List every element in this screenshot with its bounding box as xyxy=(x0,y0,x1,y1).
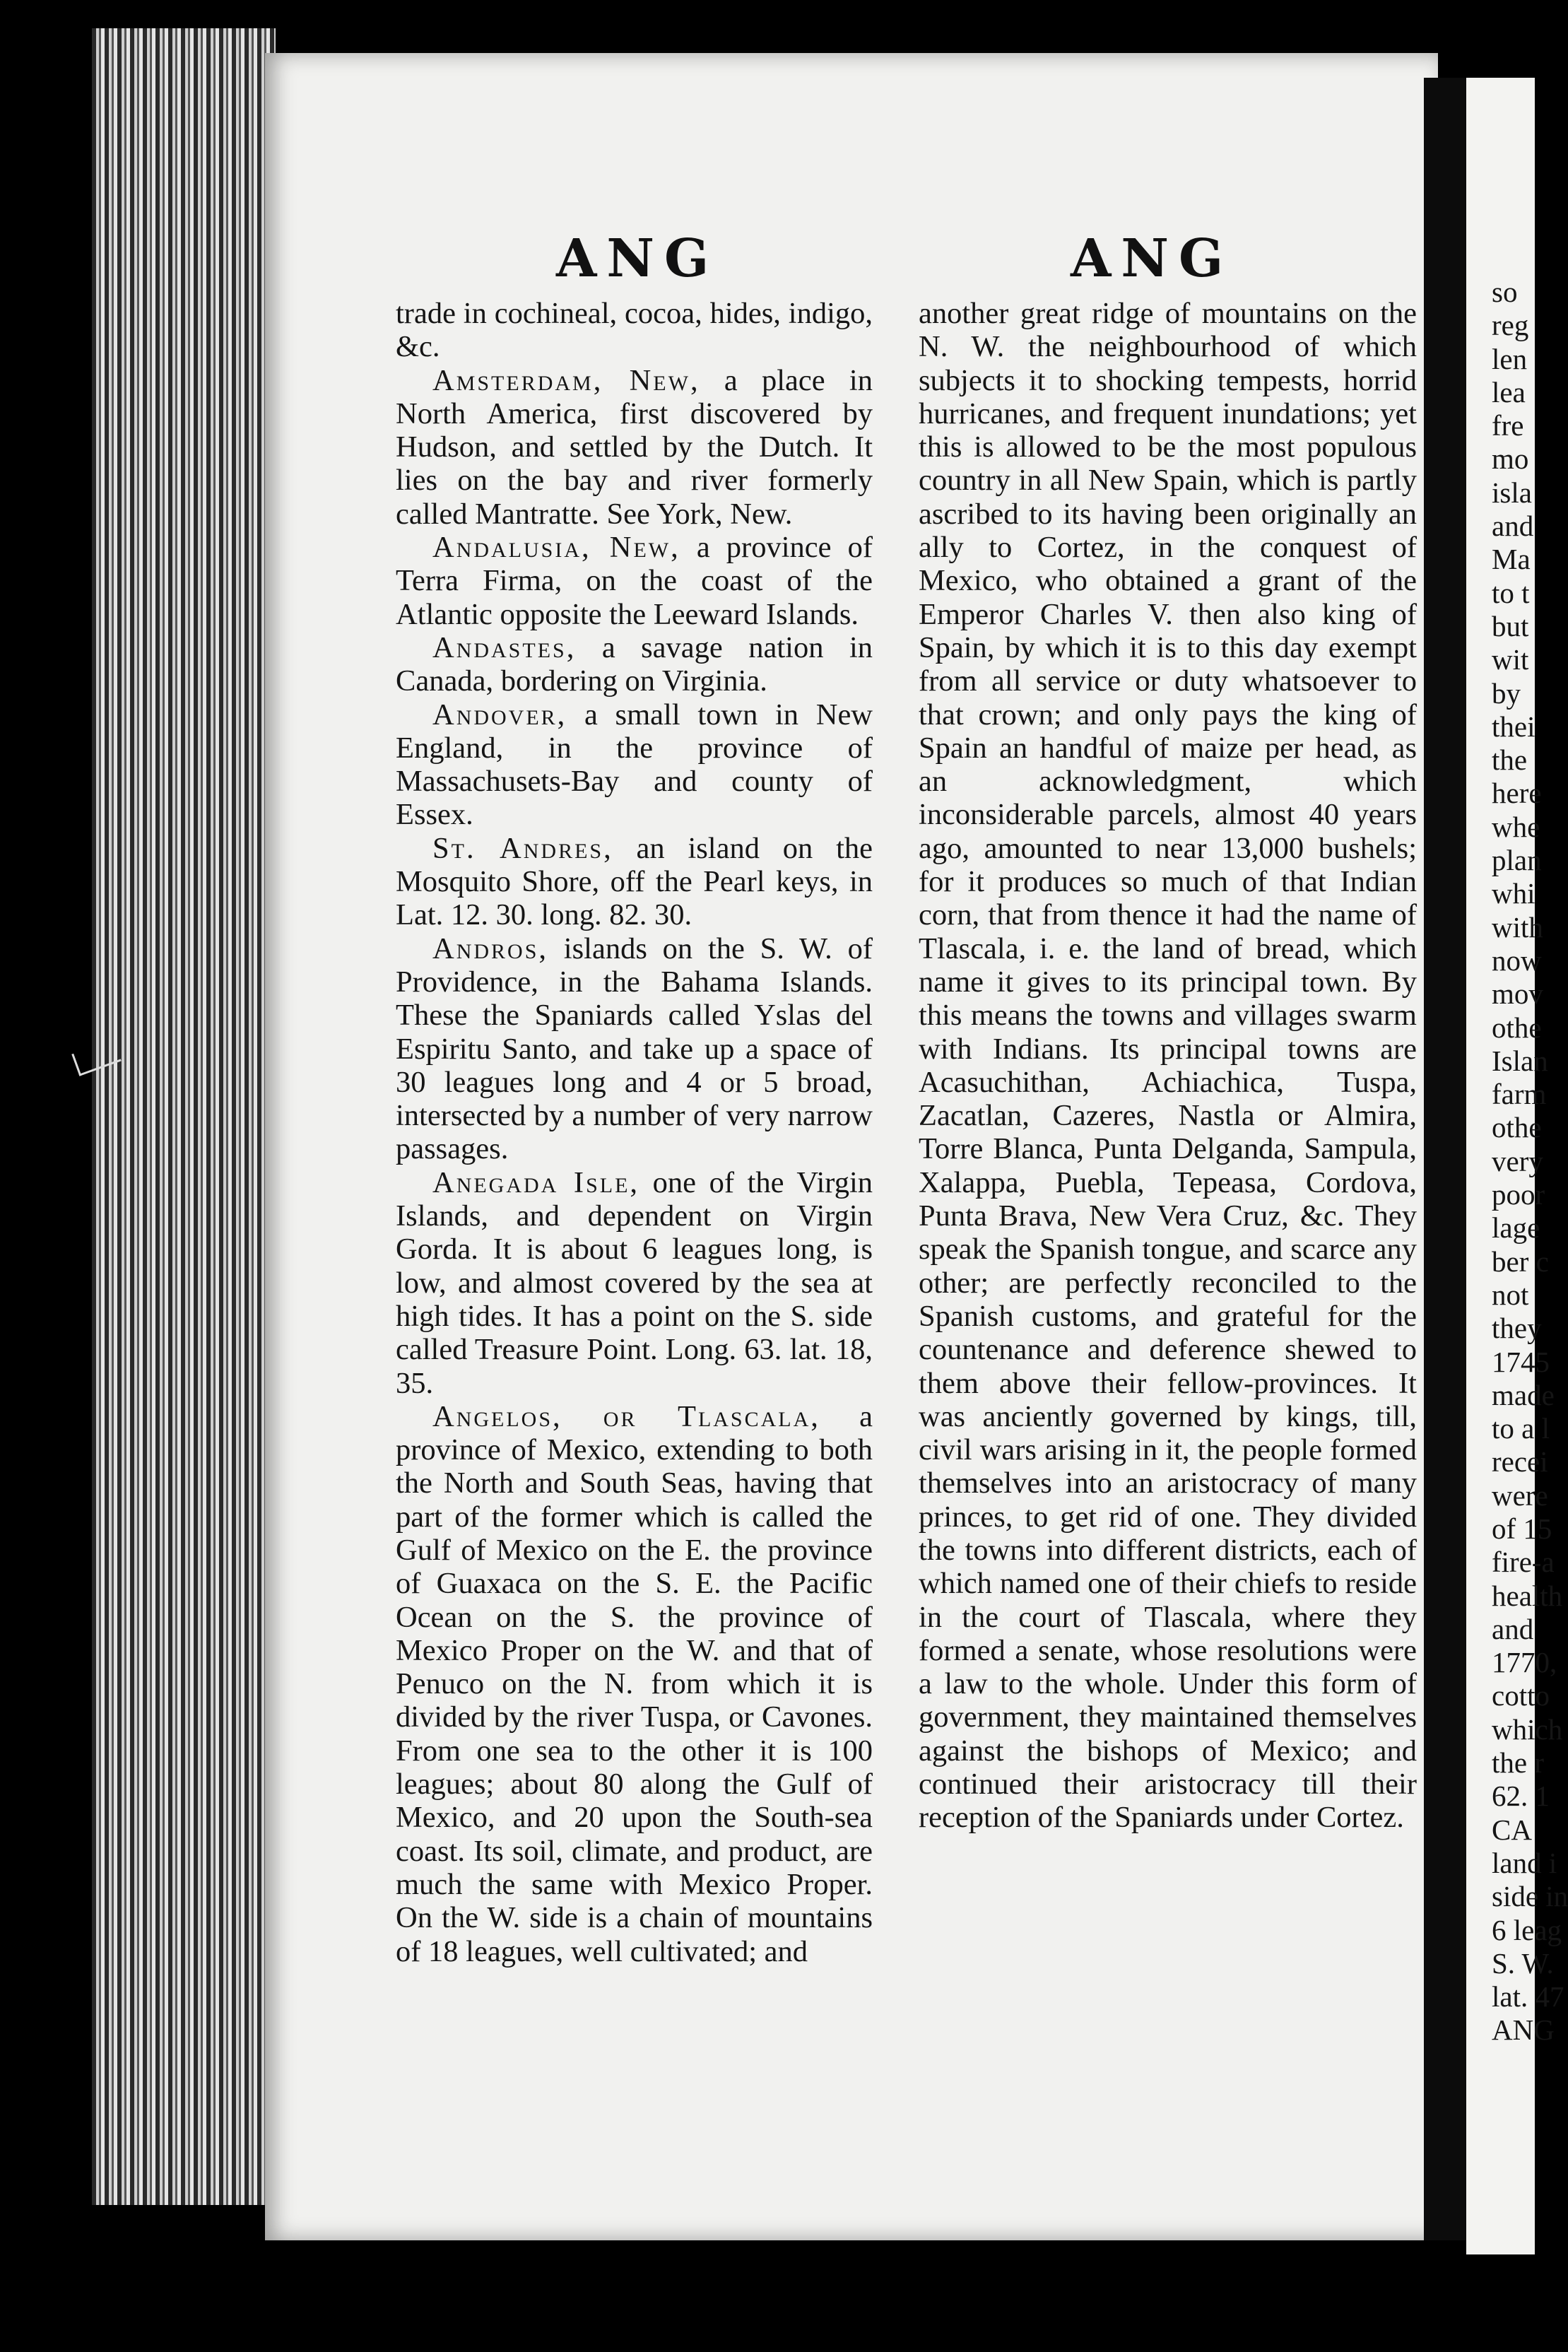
next-page-line: the xyxy=(1492,743,1528,777)
next-page-line: now xyxy=(1492,943,1542,977)
next-page-line: lea xyxy=(1492,375,1526,408)
next-page-text xyxy=(1466,78,1568,2047)
book-page xyxy=(265,53,1438,2240)
next-page xyxy=(1466,78,1568,2254)
right-column-text: another great ridge of mountains on the N. W. the neighbourhood of which subjects it to shocking tempests, horrid hurricanes, and frequent inundations; yet this is allowed to be the most populous country in all New Spain, which is partly ascribed to its having been originally an ally to Cortez, in the conquest of Mexico, who obtained a grant of the Emperor Charles V. then also king of Spain, by which it is to this day exempt from all service or duty whatsoever to that crown; and only pays the king of Spain an handful of maize per head, as an acknowledgment, which inconsiderable parcels, almost 40 years ago, amounted to near 13,000 bushels; for it produces so much of that Indian corn, that from thence it had the name of Tlascala, i. e. the land of bread, which name it gives to its principal town. By this means the towns and villages swarm with Indians. Its principal towns are Acasuchithan, Achiachica, Tuspa, Zacatlan, Cazeres, Nastla or Almira, Torre Blanca, Punta Delganda, Sampula, Xalappa, Puebla, Tepeasa, Cordova, Punta Brava, New Vera Cruz, &c. They speak the Spanish tongue, and scarce any other; are perfectly reconciled to the Spanish customs, and grateful for the countenance and deference shewed to them above their fellow-provinces. It was anciently governed by kings, till, civil wars arising in it, the people formed themselves into an aristocracy of many princes, to get rid of one. They divided the towns into different districts, each of which named one of their chiefs to reside in the court of Tlascala, where they formed a senate, whose resolutions were a law to the whole. Under this form of government, they maintained themselves against the bishops of Mexico; and continued their aristocracy till their reception of the Spaniards under Cortez. xyxy=(919,297,1417,1835)
entry-text: trade in cochineal, cocoa, hides, indigo, &c. xyxy=(396,297,873,364)
entry-text: a small town in New England, in the province of Massachusets-Bay and county of Essex. xyxy=(396,698,873,832)
next-page-line: but xyxy=(1492,609,1529,642)
next-page-line: ber c xyxy=(1492,1245,1549,1278)
next-page-line: land i xyxy=(1492,1846,1557,1879)
next-page-line: lat. 47 xyxy=(1492,1980,1564,2013)
next-page-line: they xyxy=(1492,1312,1542,1345)
next-page-line: reg xyxy=(1492,309,1529,342)
next-page-line: here xyxy=(1492,777,1542,810)
next-page-line: of 15 xyxy=(1492,1512,1552,1545)
entry xyxy=(396,631,873,698)
next-page-line: by xyxy=(1492,676,1521,710)
next-page-line: 6 leag xyxy=(1492,1913,1562,1946)
next-page-line: and xyxy=(1492,1612,1534,1645)
right-column xyxy=(919,297,1417,1835)
next-page-line: mov xyxy=(1492,977,1543,1011)
entry-headword: Andros, xyxy=(432,931,549,965)
left-column xyxy=(396,297,873,1968)
entry-text: a province of Mexico, extending to both the North and South Seas, having that part of the former which is called the Gulf of Mexico on the E. the province of Guaxaca on the S. E. the Pacific Ocean on the S. the province of Mexico Proper on the W. and that of Penuco on the N. from which it is divided by the river Tuspa, or Cavones. From one sea to the other it is 100 leagues; about 80 along the Gulf of Mexico, and 20 upon the South-sea coast. Its soil, climate, and product, are much the same with Mexico Proper. On the W. side is a chain of mountains of 18 leagues, well cultivated; and xyxy=(396,1399,873,1968)
entry-text: a place in North America, first discovered by Hudson, and settled by the Dutch. It lies on the bay and river formerly called Mantratte. See York, New. xyxy=(396,363,873,531)
next-page-line: lage xyxy=(1492,1211,1540,1245)
next-page-line: othe xyxy=(1492,1011,1542,1044)
entry xyxy=(396,698,873,832)
entry xyxy=(396,364,873,531)
entry xyxy=(396,932,873,1166)
next-page-line: whe xyxy=(1492,810,1540,843)
entry xyxy=(396,832,873,932)
next-page-line: so xyxy=(1492,276,1518,308)
next-page-line: poor xyxy=(1492,1178,1545,1211)
next-page-line: 1770, xyxy=(1492,1646,1557,1679)
running-head-right: ANG xyxy=(1071,228,1234,289)
entry-headword: Andastes, xyxy=(432,630,577,664)
binding-gutter xyxy=(1424,78,1466,2240)
entry-text: a province of Terra Firma, on the coast of the Atlantic opposite the Leeward Islands. xyxy=(396,531,873,631)
next-page-line: with xyxy=(1492,910,1543,943)
next-page-line: Islan xyxy=(1492,1044,1548,1077)
next-page-line: thei xyxy=(1492,710,1535,743)
next-page-line: CA xyxy=(1492,1813,1532,1846)
entry xyxy=(396,1400,873,1968)
next-page-line: and xyxy=(1492,510,1534,543)
entry-text: a savage nation in Canada, bordering on Virginia. xyxy=(396,630,873,698)
entry-headword: Anegada Isle, xyxy=(432,1165,640,1199)
entry xyxy=(396,531,873,631)
next-page-line: were xyxy=(1492,1478,1548,1512)
next-page-line: whi xyxy=(1492,877,1535,910)
entry-headword: Amsterdam, New, xyxy=(432,363,700,397)
next-page-line: ANG xyxy=(1492,2013,1555,2047)
next-page-line: 62. 1 xyxy=(1492,1780,1550,1813)
next-page-line: side in xyxy=(1492,1880,1568,1913)
entry-headword: Andalusia, New, xyxy=(432,531,680,565)
next-page-line: recei xyxy=(1492,1445,1548,1478)
entry-headword: Angelos, or Tlascala, xyxy=(432,1399,820,1433)
next-page-line: S. W. xyxy=(1492,1946,1554,1980)
entry-text: one of the Virgin Islands, and dependent on Virgin Gorda. It is about 6 leagues long, is low, and almost covered by the sea at high tides. It has a point on the S. side called Treasure Point. Long. 63. lat. 18, 35. xyxy=(396,1165,873,1400)
next-page-line: health xyxy=(1492,1579,1563,1612)
next-page-line: farm xyxy=(1492,1078,1547,1111)
next-page-line: Ma xyxy=(1492,543,1531,576)
next-page-line: which xyxy=(1492,1712,1563,1746)
next-page-line: the r xyxy=(1492,1746,1544,1780)
next-page-line: fire-a xyxy=(1492,1546,1555,1579)
next-page-line: cotto xyxy=(1492,1679,1550,1712)
next-page-line: made xyxy=(1492,1378,1555,1411)
next-page-line: to t xyxy=(1492,576,1530,609)
next-page-line: to a l xyxy=(1492,1412,1550,1445)
next-page-line: plan xyxy=(1492,844,1542,877)
next-page-line: 1745 xyxy=(1492,1345,1550,1378)
next-page-line: not xyxy=(1492,1278,1529,1311)
entry-text: an island on the Mosquito Shore, off the Pearl keys, in Lat. 12. 30. long. 82. 30. xyxy=(396,831,873,932)
next-page-line: mo xyxy=(1492,442,1529,476)
entry-headword: St. Andres, xyxy=(432,831,613,865)
next-page-line: othe xyxy=(1492,1111,1542,1144)
entry xyxy=(396,1166,873,1400)
next-page-line: len xyxy=(1492,342,1528,375)
next-page-line: fre xyxy=(1492,409,1524,442)
next-page-line: wit xyxy=(1492,643,1529,676)
next-page-line: isla xyxy=(1492,476,1532,509)
next-page-line: very xyxy=(1492,1144,1543,1177)
entry xyxy=(396,297,873,364)
page-edges xyxy=(92,28,276,2205)
entry-headword: Andover, xyxy=(432,698,567,731)
running-head-left: ANG xyxy=(556,228,719,289)
entry-text: islands on the S. W. of Providence, in the Bahama Islands. These the Spaniards called Yslas del Espiritu Santo, and take up a space of 30 leagues long and 4 or 5 broad, intersected by a number of very narrow passages. xyxy=(396,931,873,1166)
